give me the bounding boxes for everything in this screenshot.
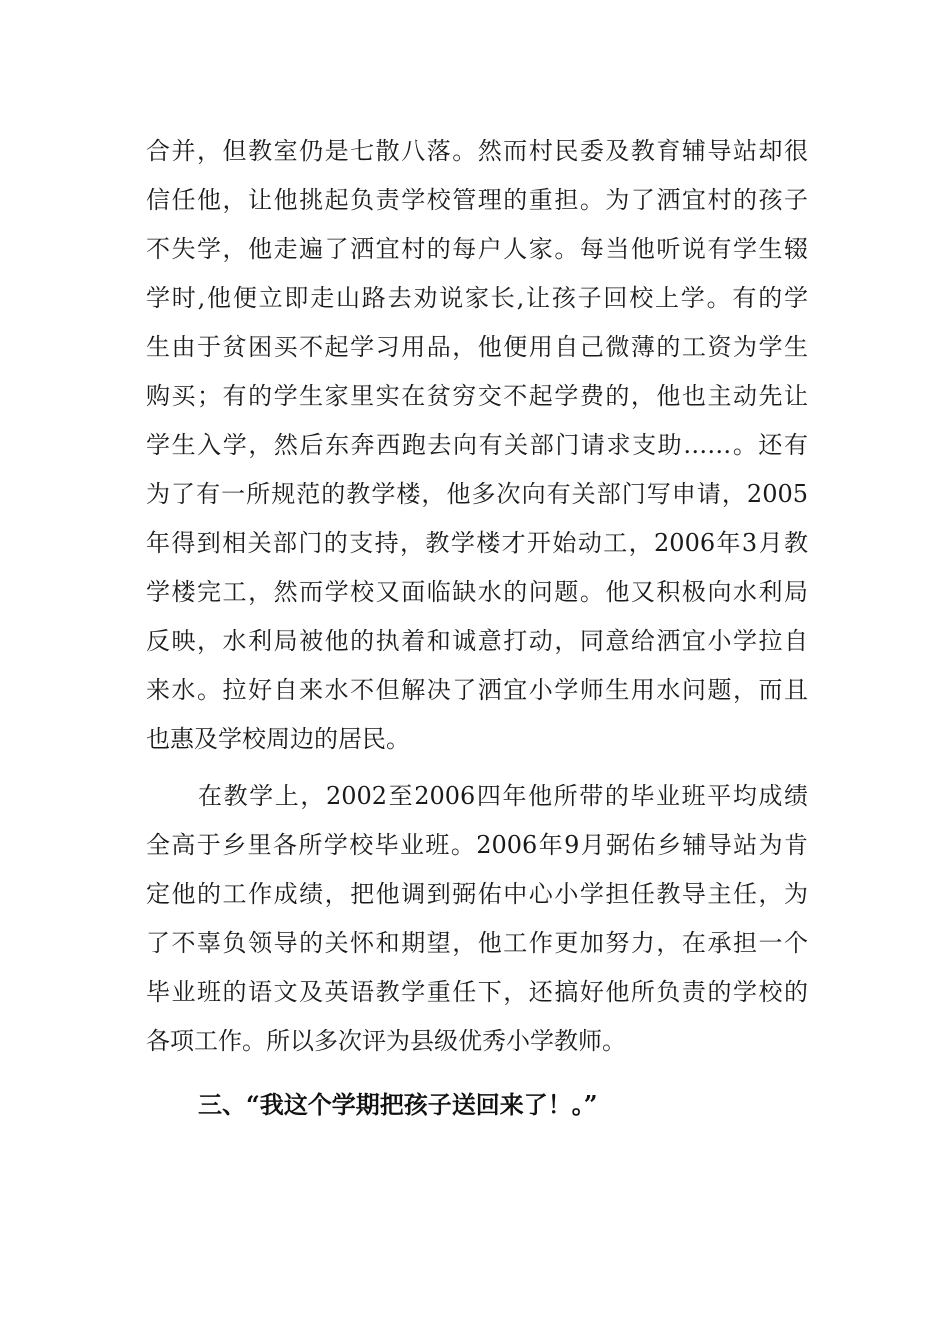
paragraph-line: 年得到相关部门的支持，教学楼才开始动工，2006年3月教	[146, 529, 808, 557]
paragraph-line: 全高于乡里各所学校毕业班。2006年9月弼佑乡辅导站为肯	[146, 831, 808, 859]
paragraph-line: 合并，但教室仍是七散八落。然而村民委及教育辅导站却很	[146, 137, 808, 165]
paragraph-line: 购买；有的学生家里实在贫穷交不起学费的，他也主动先让	[146, 382, 808, 410]
paragraph-line: 反映，水利局被他的执着和诚意打动，同意给洒宜小学拉自	[146, 627, 808, 655]
paragraph-line: 信任他，让他挑起负责学校管理的重担。为了洒宜村的孩子	[146, 186, 808, 214]
paragraph-line: 生由于贫困买不起学习用品，他便用自己微薄的工资为学生	[146, 333, 808, 361]
paragraph-line: 学时,他便立即走山路去劝说家长,让孩子回校上学。有的学	[146, 284, 808, 312]
paragraph-line: 在教学上，2002至2006四年他所带的毕业班平均成绩	[198, 782, 808, 810]
paragraph-line: 毕业班的语文及英语教学重任下，还搞好他所负责的学校的	[146, 978, 808, 1006]
paragraph-line: 为了有一所规范的教学楼，他多次向有关部门写申请，2005	[146, 480, 808, 508]
paragraph-line: 不失学，他走遍了洒宜村的每户人家。每当他听说有学生辍	[146, 235, 808, 263]
paragraph-line: 学生入学，然后东奔西跑去向有关部门请求支助……。还有	[146, 431, 808, 459]
paragraph-line: 了不辜负领导的关怀和期望，他工作更加努力，在承担一个	[146, 929, 808, 957]
paragraph-line: 也惠及学校周边的居民。	[146, 725, 410, 753]
section-heading: 三、“我这个学期把孩子送回来了！。”	[198, 1090, 598, 1119]
paragraph-line: 学楼完工，然而学校又面临缺水的问题。他又积极向水利局	[146, 578, 808, 606]
body-paragraph-2	[146, 772, 808, 1066]
paragraph-line: 定他的工作成绩，把他调到弼佑中心小学担任教导主任，为	[146, 880, 808, 908]
body-paragraph-1	[146, 127, 808, 764]
paragraph-line: 各项工作。所以多次评为县级优秀小学教师。	[146, 1027, 626, 1055]
paragraph-line: 来水。拉好自来水不但解决了洒宜小学师生用水问题，而且	[146, 676, 808, 704]
